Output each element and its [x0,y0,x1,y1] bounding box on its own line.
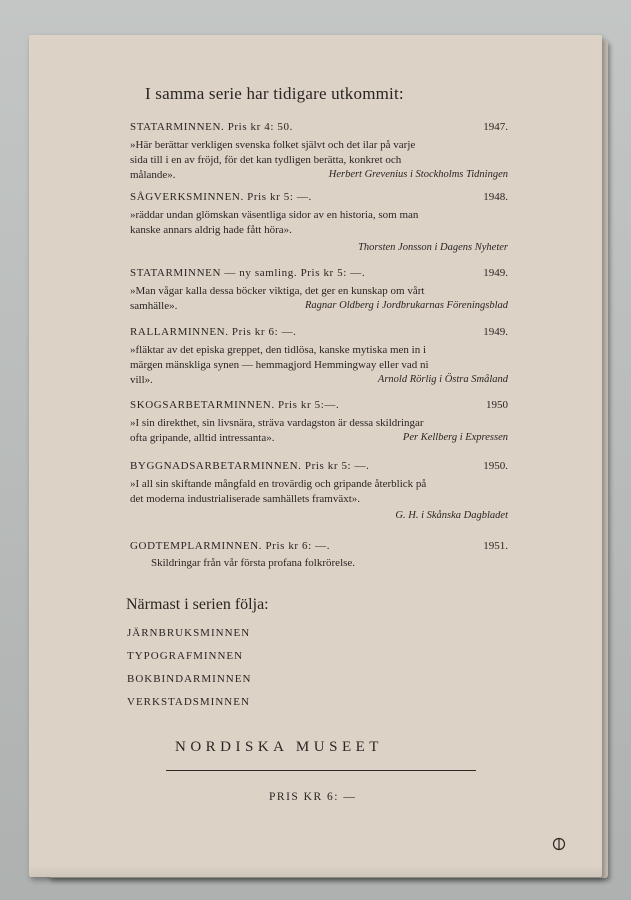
entry-description: Skildringar från vår första profana folkrörelse. [151,557,356,569]
series-entry-skogsarbetarminnen [130,399,508,445]
entry-year: 1949. [483,326,508,338]
series-entry-sagverksminnen [130,191,508,255]
quote-line: »fläktar av det episka greppet, den tidlösa, kanske mytiska men in i [130,344,427,356]
entry-year: 1947. [483,121,508,133]
entry-quote [130,477,508,507]
entry-title: STATARMINNEN — ny samling. Pris kr 5: —. [130,267,366,279]
series-entry-godtemplarminnen [130,540,508,571]
entry-title: SKOGSARBETARMINNEN. Pris kr 5:—. [130,399,340,411]
upcoming-item: JÄRNBRUKSMINNEN [127,627,251,639]
entry-source: Per Kellberg i Expressen [402,432,508,443]
entry-year: 1949. [483,267,508,279]
divider-rule [166,770,476,771]
publisher-name: NORDISKA MUSEET [175,739,383,755]
entry-source: Arnold Rörlig i Östra Småland [377,374,508,385]
upcoming-list [127,622,251,714]
entry-title: SÅGVERKSMINNEN. Pris kr 5: —. [130,191,312,203]
entry-year: 1948. [483,191,508,203]
quote-line: »räddar undan glömskan väsentliga sidor av en historia, som man [130,209,419,221]
upcoming-item: TYPOGRAFMINNEN [127,650,244,662]
entry-year: 1951. [483,540,508,552]
quote-line: det moderna industrialiserade samhällets framväxt». [130,493,361,505]
upcoming-heading: Närmast i serien följa: [126,596,269,613]
price-label: PRIS KR 6: — [269,791,357,803]
entry-source: Ragnar Oldberg i Jordbrukarnas Föreningsblad [305,300,508,311]
entry-year: 1950. [483,460,508,472]
quote-line: samhälle». [130,300,178,312]
entry-title: RALLARMINNEN. Pris kr 6: —. [130,326,297,338]
quote-line: »I sin direkthet, sin livsnära, sträva vardagston är dessa skildringar [130,417,424,429]
entry-source: Herbert Grevenius i Stockholms Tidningen [328,169,508,180]
quote-line: målande». [130,169,176,181]
entry-title: BYGGNADSARBETARMINNEN. Pris kr 5: —. [130,460,370,472]
quote-line: sida till i en av fröjd, för det kan tydligen berätta, konkret och [130,154,402,166]
quote-line: »Man vågar kalla dessa böcker viktiga, det ger en kunskap om vårt [130,285,425,297]
entry-year: 1950 [486,399,508,411]
quote-line: vill». [130,374,153,386]
book-back-cover [29,35,602,877]
quote-line: kanske annars aldrig hade fått höra». [130,224,292,236]
entry-source: G. H. i Skånska Dagbladet [395,510,508,521]
upcoming-item: VERKSTADSMINNEN [127,696,250,708]
entry-title: GODTEMPLARMINNEN. Pris kr 6: —. [130,540,331,552]
entry-source: Thorsten Jonsson i Dagens Nyheter [358,242,508,253]
publisher-logo-icon [552,837,566,851]
series-entry-byggnadsarbetarminnen [130,460,508,523]
series-entry-statarminnen [130,121,508,182]
series-entry-statarminnen-ny-samling [130,267,508,313]
series-entry-rallarminnen [130,326,508,387]
entry-quote [130,208,508,238]
quote-line: märgen mänskliga synen — hemmagjord Hemmingway eller vad ni [130,359,429,371]
upcoming-item: BOKBINDARMINNEN [127,673,252,685]
series-heading: I samma serie har tidigare utkommit: [145,84,404,103]
entry-title: STATARMINNEN. Pris kr 4: 50. [130,121,293,133]
quote-line: »I all sin skiftande mångfald en trovärdig och gripande återblick på [130,478,427,490]
cover-bottom-shade [29,865,602,877]
quote-line: »Här berättar verkligen svenska folket självt och det ilar på varje [130,139,416,151]
quote-line: ofta gripande, alltid intressanta». [130,432,275,444]
